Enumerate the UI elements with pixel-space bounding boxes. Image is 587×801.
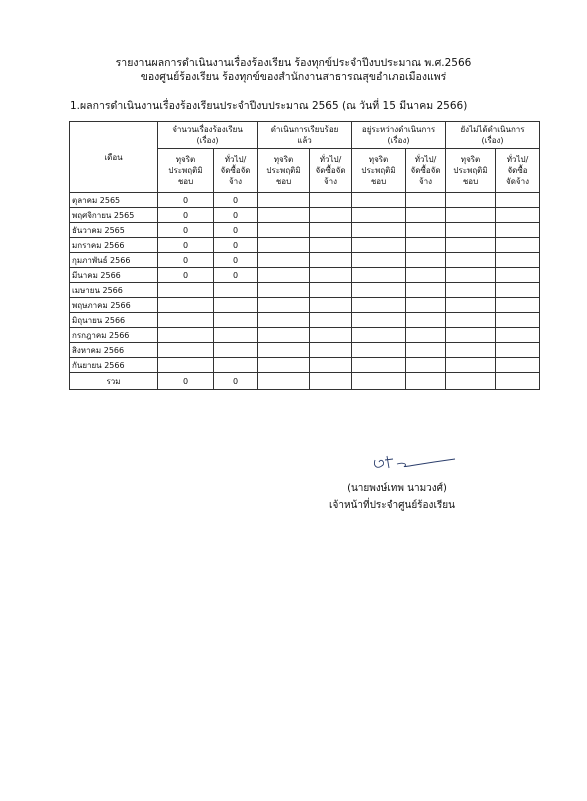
value-cell (446, 328, 496, 343)
table-row (70, 223, 540, 238)
value-cell (406, 328, 446, 343)
value-cell (258, 343, 310, 358)
table-row (70, 238, 540, 253)
value-cell (406, 343, 446, 358)
group-header-in-progress: อยู่ระหว่างดำเนินการ (เรื่อง) (352, 122, 446, 149)
value-cell: 0 (214, 238, 258, 253)
value-cell (406, 223, 446, 238)
value-cell (310, 313, 352, 328)
table-row (70, 253, 540, 268)
value-cell: 0 (158, 253, 214, 268)
value-cell (406, 253, 446, 268)
value-cell (158, 313, 214, 328)
value-cell (352, 193, 406, 208)
total-cell (406, 373, 446, 390)
value-cell (406, 268, 446, 283)
value-cell (406, 283, 446, 298)
value-cell: 0 (214, 193, 258, 208)
report-title-line1: รายงานผลการดำเนินงานเรื่องร้องเรียน ร้องทุกข์ประจำปีงบประมาณ พ.ศ.2566 (115, 57, 472, 69)
value-cell (446, 238, 496, 253)
month-cell: สิงหาคม 2566 (70, 343, 158, 358)
value-cell (214, 313, 258, 328)
value-cell (446, 193, 496, 208)
value-cell (446, 343, 496, 358)
month-cell: กันยายน 2566 (70, 358, 158, 373)
sub-header-5: ทั่วไป/ จัดซื้อจัด จ้าง (406, 149, 446, 193)
value-cell (496, 238, 540, 253)
sub-header-3: ทั่วไป/ จัดซื้อจัด จ้าง (310, 149, 352, 193)
table-row (70, 358, 540, 373)
value-cell: 0 (214, 223, 258, 238)
value-cell (446, 253, 496, 268)
table-row (70, 298, 540, 313)
group-header-completed: ดำเนินการเรียบร้อย แล้ว (258, 122, 352, 149)
value-cell (158, 328, 214, 343)
value-cell (496, 343, 540, 358)
value-cell (446, 358, 496, 373)
value-cell: 0 (158, 223, 214, 238)
table-row (70, 268, 540, 283)
value-cell (310, 238, 352, 253)
value-cell (406, 358, 446, 373)
value-cell (310, 283, 352, 298)
month-cell: กุมภาพันธ์ 2566 (70, 253, 158, 268)
value-cell (496, 313, 540, 328)
value-cell (446, 298, 496, 313)
total-cell (258, 373, 310, 390)
value-cell (258, 268, 310, 283)
total-row (70, 373, 540, 390)
value-cell (352, 253, 406, 268)
table-row (70, 343, 540, 358)
month-cell: พฤศจิกายน 2565 (70, 208, 158, 223)
value-cell (310, 253, 352, 268)
value-cell (158, 298, 214, 313)
value-cell: 0 (214, 253, 258, 268)
value-cell (310, 343, 352, 358)
value-cell (352, 298, 406, 313)
value-cell (258, 238, 310, 253)
section-title: 1.ผลการดำเนินงานเรื่องร้องเรียนประจำปีงบประมาณ 2565 (ณ วันที่ 15 มีนาคม 2566) (70, 100, 468, 112)
sub-header-7: ทั่วไป/ จัดซื้อ จัดจ้าง (496, 149, 540, 193)
month-cell: กรกฎาคม 2566 (70, 328, 158, 343)
value-cell (496, 253, 540, 268)
value-cell: 0 (158, 208, 214, 223)
value-cell (214, 328, 258, 343)
value-cell (352, 223, 406, 238)
month-cell: ตุลาคม 2565 (70, 193, 158, 208)
group-header-not-started: ยังไม่ได้ดำเนินการ (เรื่อง) (446, 122, 540, 149)
value-cell (352, 313, 406, 328)
value-cell (496, 193, 540, 208)
month-header: เดือน (70, 122, 158, 193)
value-cell (352, 328, 406, 343)
value-cell (496, 223, 540, 238)
value-cell (158, 343, 214, 358)
value-cell (406, 193, 446, 208)
value-cell (258, 358, 310, 373)
value-cell (446, 208, 496, 223)
value-cell (446, 313, 496, 328)
value-cell (258, 283, 310, 298)
value-cell (310, 298, 352, 313)
value-cell: 0 (214, 268, 258, 283)
total-label: รวม (70, 373, 158, 390)
month-cell: พฤษภาคม 2566 (70, 298, 158, 313)
sub-header-4: ทุจริต ประพฤติมิ ชอบ (352, 149, 406, 193)
value-cell (496, 268, 540, 283)
value-cell (258, 223, 310, 238)
value-cell (446, 223, 496, 238)
complaint-report-table (69, 121, 540, 390)
table-row (70, 328, 540, 343)
value-cell (446, 283, 496, 298)
value-cell (258, 193, 310, 208)
table-row (70, 208, 540, 223)
value-cell: 0 (158, 193, 214, 208)
value-cell (310, 193, 352, 208)
value-cell: 0 (158, 268, 214, 283)
signatory-position: เจ้าหน้าที่ประจำศูนย์ร้องเรียน (329, 500, 455, 511)
report-title-line2: ของศูนย์ร้องเรียน ร้องทุกข์ของสำนักงานสาธารณสุขอำเภอเมืองแพร่ (140, 71, 447, 83)
value-cell (258, 208, 310, 223)
sub-header-2: ทุจริต ประพฤติมิ ชอบ (258, 149, 310, 193)
value-cell (352, 208, 406, 223)
value-cell (258, 298, 310, 313)
value-cell (406, 313, 446, 328)
value-cell (406, 238, 446, 253)
value-cell (310, 223, 352, 238)
value-cell (496, 283, 540, 298)
month-cell: มิถุนายน 2566 (70, 313, 158, 328)
total-cell (352, 373, 406, 390)
value-cell (352, 358, 406, 373)
total-cell: 0 (214, 373, 258, 390)
value-cell: 0 (158, 238, 214, 253)
value-cell (214, 358, 258, 373)
value-cell (310, 208, 352, 223)
table-row (70, 193, 540, 208)
signature-scribble (367, 450, 462, 476)
month-cell: เมษายน 2566 (70, 283, 158, 298)
total-cell (310, 373, 352, 390)
sub-header-6: ทุจริต ประพฤติมิ ชอบ (446, 149, 496, 193)
value-cell (258, 313, 310, 328)
value-cell (214, 343, 258, 358)
month-cell: มีนาคม 2566 (70, 268, 158, 283)
month-cell: มกราคม 2566 (70, 238, 158, 253)
value-cell (496, 328, 540, 343)
table-row (70, 283, 540, 298)
value-cell (158, 283, 214, 298)
total-cell (446, 373, 496, 390)
value-cell (352, 238, 406, 253)
value-cell (406, 298, 446, 313)
group-header-total: จำนวนเรื่องร้องเรียน (เรื่อง) (158, 122, 258, 149)
total-cell (496, 373, 540, 390)
table-row (70, 313, 540, 328)
value-cell (352, 268, 406, 283)
signatory-name: (นายพงษ์เทพ นามวงศ์) (347, 483, 447, 494)
value-cell (406, 208, 446, 223)
value-cell (258, 253, 310, 268)
month-cell: ธันวาคม 2565 (70, 223, 158, 238)
value-cell (352, 343, 406, 358)
value-cell (158, 358, 214, 373)
value-cell (310, 358, 352, 373)
total-cell: 0 (158, 373, 214, 390)
value-cell (446, 268, 496, 283)
value-cell (496, 298, 540, 313)
value-cell (214, 283, 258, 298)
value-cell (258, 328, 310, 343)
value-cell: 0 (214, 208, 258, 223)
value-cell (496, 358, 540, 373)
sub-header-0: ทุจริต ประพฤติมิ ชอบ (158, 149, 214, 193)
value-cell (496, 208, 540, 223)
value-cell (352, 283, 406, 298)
value-cell (310, 328, 352, 343)
value-cell (310, 268, 352, 283)
sub-header-1: ทั่วไป/ จัดซื้อจัด จ้าง (214, 149, 258, 193)
value-cell (214, 298, 258, 313)
